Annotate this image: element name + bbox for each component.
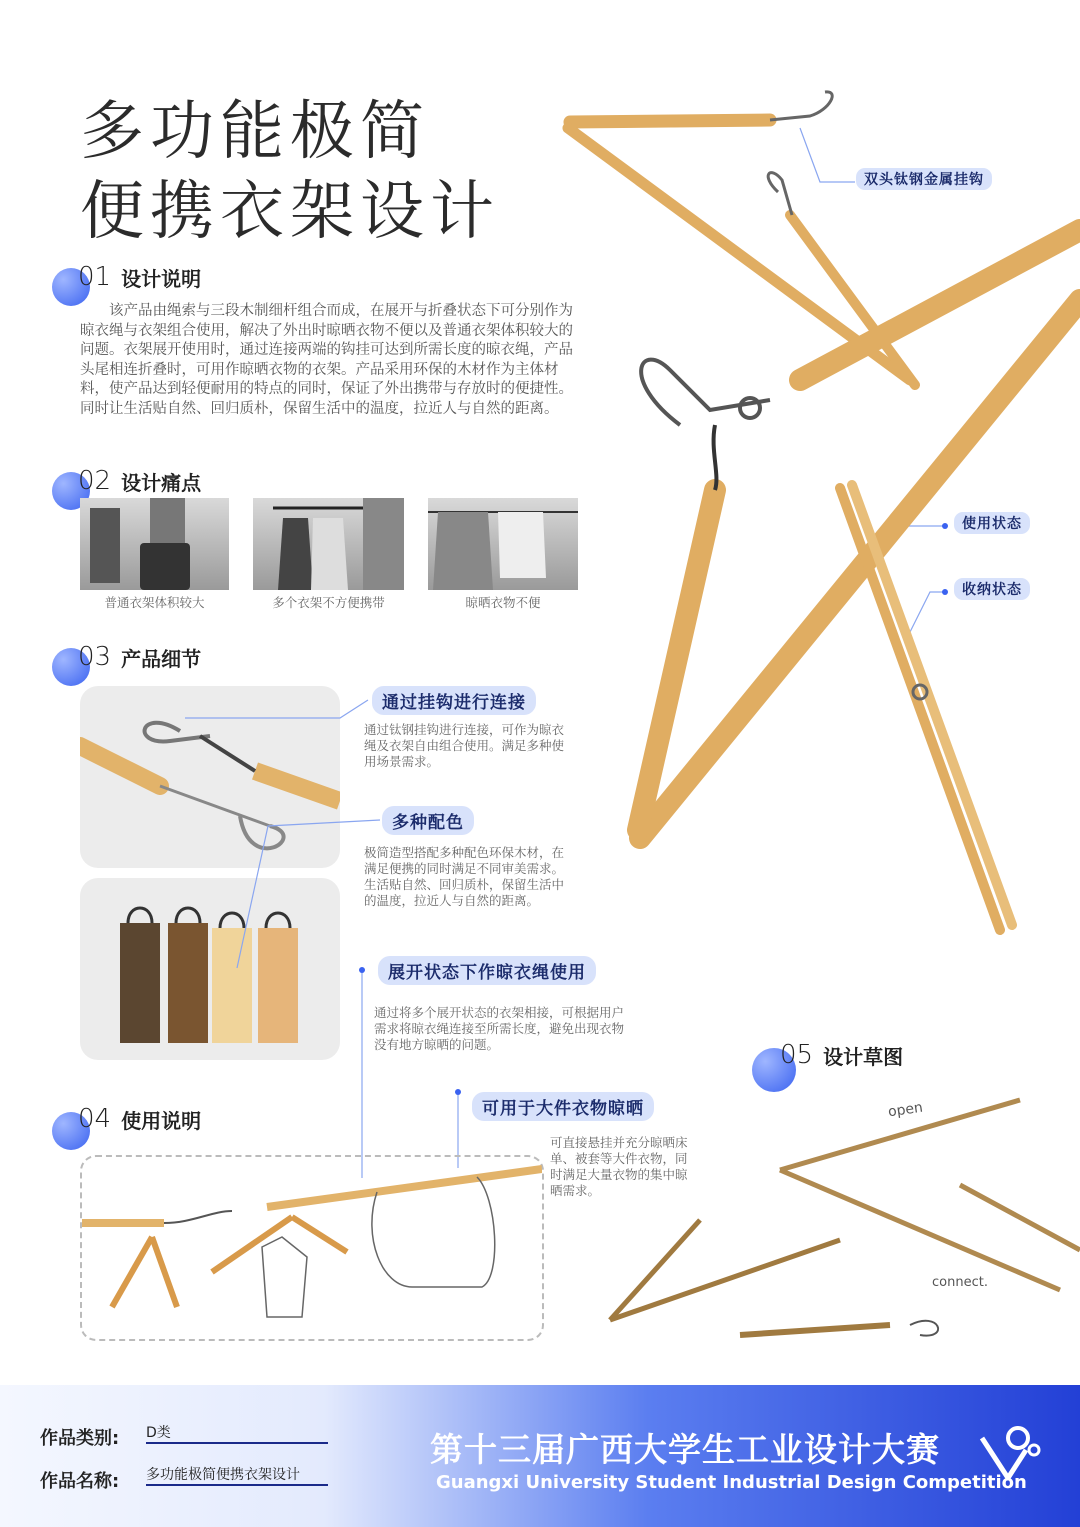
section-number-5: 05 — [780, 1040, 814, 1070]
usage-illustration — [80, 1155, 544, 1341]
callout-text-large: 可直接悬挂并充分晾晒床单、被套等大件衣物，同时满足大量衣物的集中晾晒需求。 — [550, 1135, 688, 1198]
section-number-1: 01 — [78, 262, 112, 292]
hanger-product-render — [520, 80, 1080, 1030]
callout-title-colors: 多种配色 — [382, 806, 474, 835]
design-sketch — [580, 1090, 1080, 1350]
label-hook: 双头钛钢金属挂钩 — [856, 168, 992, 190]
callout-title-line: 展开状态下作晾衣绳使用 — [378, 956, 596, 985]
section-title-3: 产品细节 — [121, 646, 202, 671]
section-heading-2 — [78, 466, 201, 496]
section-heading-3 — [78, 642, 201, 672]
section-title-5: 设计草图 — [823, 1044, 904, 1069]
section-number-3: 03 — [78, 642, 112, 672]
label-store-state: 收纳状态 — [954, 578, 1030, 600]
section-heading-4 — [78, 1104, 201, 1134]
name-label: 作品名称: — [40, 1471, 120, 1492]
competition-title-cn: 第十三届广西大学生工业设计大赛 — [430, 1430, 940, 1469]
title-line-1: 多功能极简 — [80, 95, 430, 169]
pain-photo-2 — [253, 498, 404, 590]
callout-title-hook: 通过挂钩进行连接 — [372, 686, 536, 715]
pain-caption-1: 普通衣架体积较大 — [104, 595, 205, 610]
competition-logo-icon — [978, 1420, 1042, 1484]
callout-text-colors: 极简造型搭配多种配色环保木材，在满足便携的同时满足不同审美需求。生活贴自然、回归质朴，保留生活中的温度，拉近人与自然的距离。 — [364, 845, 565, 908]
label-use-state: 使用状态 — [954, 512, 1030, 534]
detail-card-colors — [80, 878, 340, 1060]
competition-title-en: Guangxi University Student Industrial Design Competition — [436, 1472, 1027, 1493]
section-title-1: 设计说明 — [121, 266, 202, 291]
callout-text-hook: 通过钛钢挂钩进行连接，可作为晾衣绳及衣架自由组合使用。满足多种使用场景需求。 — [364, 722, 565, 769]
category-value: D类 — [146, 1422, 328, 1444]
detail-card-hook — [80, 686, 340, 868]
callout-title-large: 可用于大件衣物晾晒 — [472, 1092, 654, 1121]
section-title-4: 使用说明 — [121, 1108, 202, 1133]
section-heading-1 — [78, 262, 201, 292]
section-number-4: 04 — [78, 1104, 112, 1134]
pain-caption-2: 多个衣架不方便携带 — [272, 595, 385, 610]
sketch-note-open: open — [887, 1099, 924, 1121]
design-description: 该产品由绳索与三段木制细杆组合而成，在展开与折叠状态下可分别作为晾衣绳与衣架组合使用，解决了外出时晾晒衣物不便以及普通衣架体积较大的问题。衣架展开使用时，通过连接两端的钩挂可达到所需长度的晾衣绳，产品头尾相连折叠时，可用作晾晒衣物的衣架。产品采用环保的木材作为主体材料，使产品达到轻便耐用的特点的同时，保证了外出携带与存放时的便捷性。同时让生活贴自然、回归质朴，保留生活中的温度，拉近人与自然的距离。 — [80, 303, 573, 417]
section-title-2: 设计痛点 — [121, 470, 202, 495]
section-number-2: 02 — [78, 466, 112, 496]
title-line-2: 便携衣架设计 — [80, 175, 500, 249]
pain-caption-3: 晾晒衣物不便 — [465, 595, 541, 610]
callout-text-line: 通过将多个展开状态的衣架相接，可根据用户需求将晾衣绳连接至所需长度，避免出现衣物没有地方晾晒的问题。 — [374, 1005, 625, 1052]
name-value: 多功能极简便携衣架设计 — [146, 1464, 328, 1486]
section-heading-5 — [780, 1040, 903, 1070]
category-label: 作品类别: — [40, 1428, 120, 1449]
sketch-note-connect: connect. — [932, 1275, 988, 1290]
pain-photo-1 — [80, 498, 229, 590]
